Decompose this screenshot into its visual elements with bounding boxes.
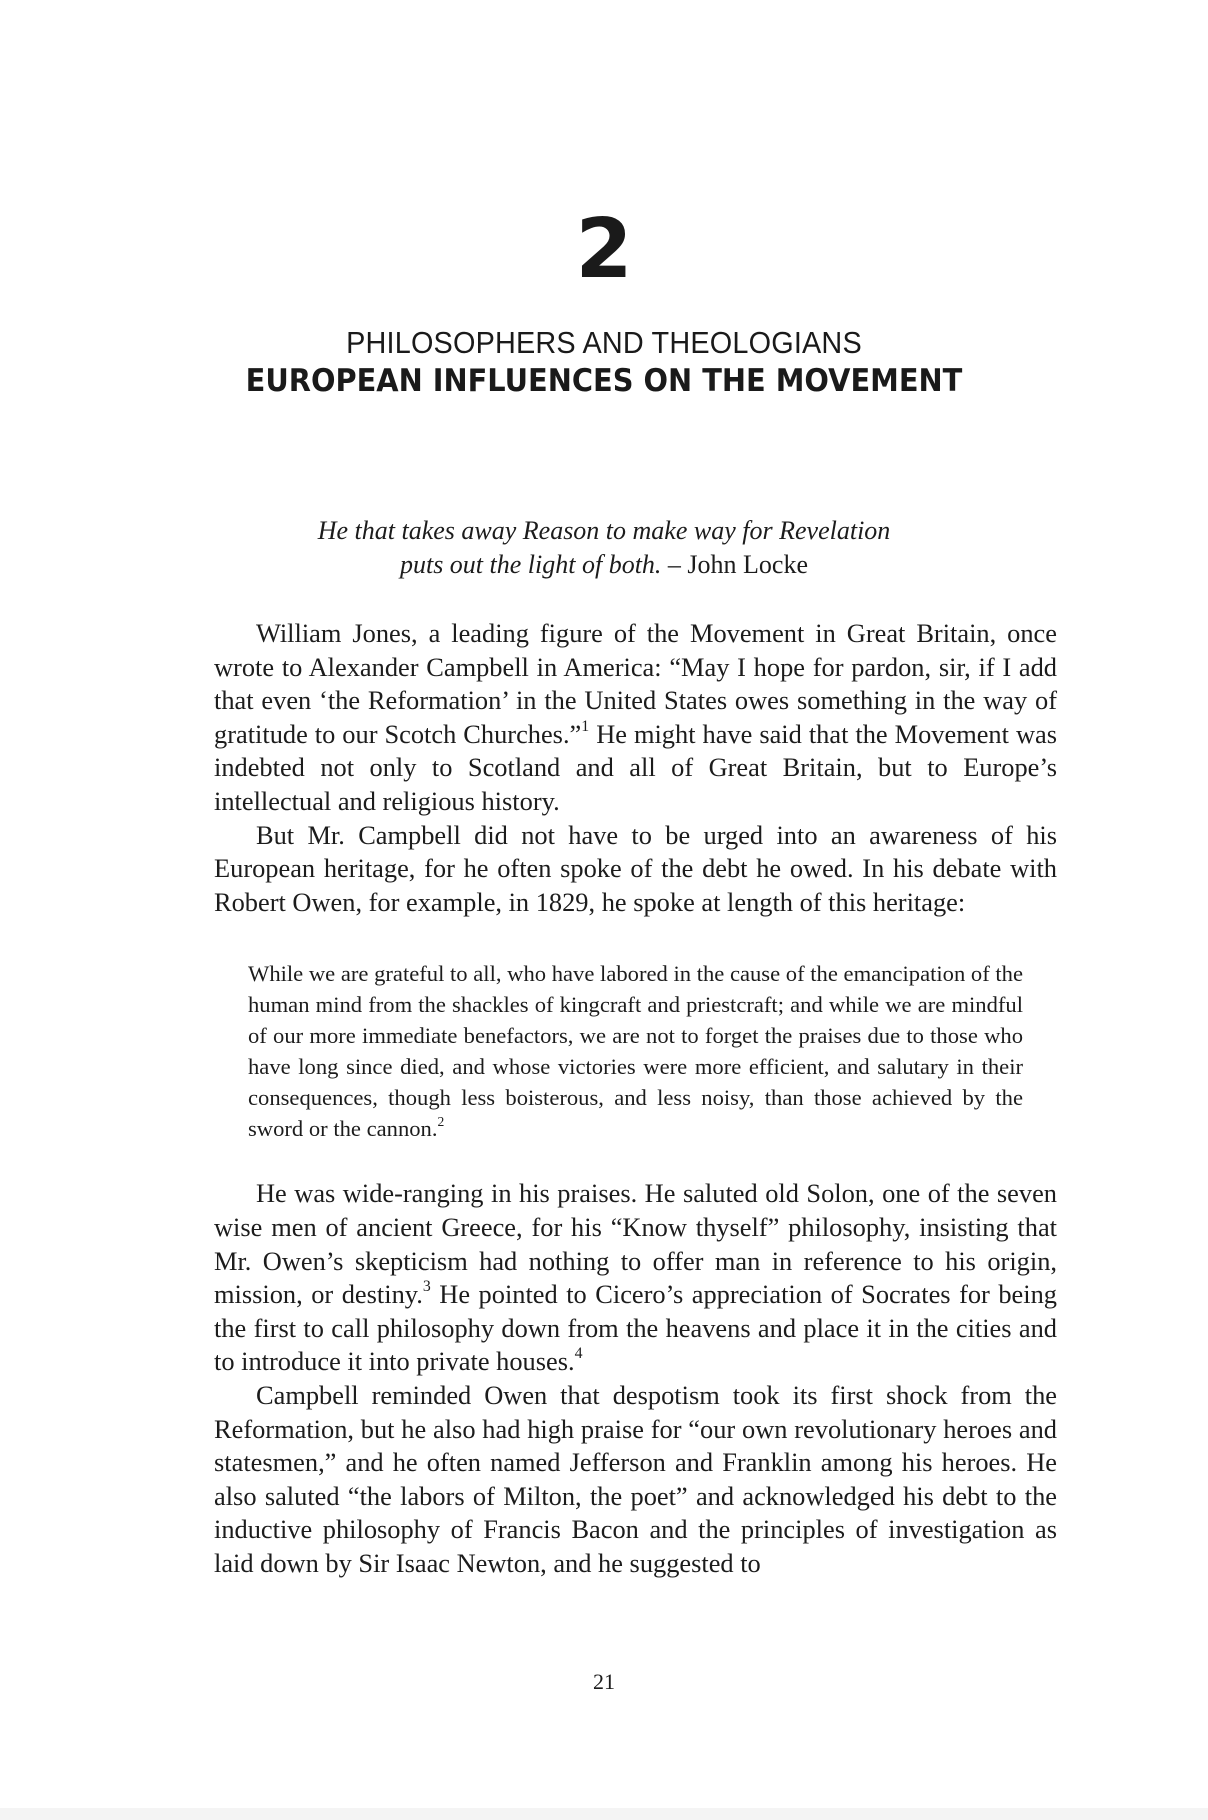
paragraph-3-text: He was wide-ranging in his praises. He saluted old Solon, one of the seven wise men of ancient Greece, for his “Know thyself” philosophy, insisting that Mr. Owen’s skepticism had nothing to offer man in reference to his origin, mission, or destiny. <box>214 1178 1057 1310</box>
paragraph-1-text: William Jones, a leading figure of the Movement in Great Britain, once wrote to Alexander Campbell in America: “May I hope for pardon, sir, if I add that even ‘the Reformation’ in the United States owes something in the way of gratitude to our Scotch Churches.” <box>214 618 1057 749</box>
chapter-title: PHILOSOPHERS AND THEOLOGIANS <box>346 325 862 360</box>
epigraph-quote-line-2: puts out the light of both. <box>399 550 662 579</box>
body-text <box>214 617 1057 1580</box>
epigraph-author: John Locke <box>687 550 809 579</box>
paragraph-1-text-after: He might have said that the Movement was indebted not only to Scotland and all of Great Britain, but to Europe’s intellectual and religious history. <box>214 718 1057 816</box>
paragraph-3 <box>214 1177 1057 1379</box>
epigraph <box>0 514 1208 582</box>
paragraph-2: But Mr. Campbell did not have to be urged into an awareness of his European heritage, for he often spoke of the debt he owed. In his debate with Robert Owen, for example, in 1829, he spoke at length of this heritage: <box>214 819 1057 917</box>
paragraph-1 <box>214 617 1057 819</box>
block-quote-text: While we are grateful to all, who have labored in the cause of the emancipation of the human mind from the shackles of kingcraft and priestcraft; and while we are mindful of our more immediate benefactors, we are not to forget the praises due to those who have long since died, and whose victories were more efficient, and salutary in their consequences, though less boisterous, and less noisy, than those achieved by the sword or the cannon. <box>248 961 1023 1142</box>
page-number: 21 <box>593 1669 615 1694</box>
paragraph-3-text-after: He pointed to Cicero’s appreciation of Socrates for being the first to call philosophy down from the heavens and place it in the cities and to introduce it into private houses. <box>214 1279 1057 1377</box>
epigraph-quote-line-1: He that takes away Reason to make way for Revelation <box>317 516 891 545</box>
paragraph-4: Campbell reminded Owen that despotism took its first shock from the Reformation, but he also had high praise for “our own revolutionary heroes and statesmen,” and he often named Jefferson and Franklin among his heroes. He also saluted “the labors of Milton, the poet” and acknowledged his debt to the inductive philosophy of Francis Bacon and the principles of investigation as laid down by Sir Isaac Newton, and he suggested to <box>214 1379 1057 1578</box>
chapter-subtitle: EUROPEAN INFLUENCES ON THE MOVEMENT <box>245 363 963 399</box>
footnote-ref-4: 4 <box>574 1345 583 1363</box>
footnote-ref-1: 1 <box>581 717 590 735</box>
footnote-ref-3: 3 <box>422 1278 431 1296</box>
block-quote-text-wrap <box>248 958 1023 1144</box>
epigraph-dash: – <box>661 550 688 579</box>
epigraph-quote-line-2-wrap <box>0 548 1208 582</box>
footnote-ref-2: 2 <box>437 1114 445 1130</box>
chapter-number: 2 <box>575 202 633 297</box>
block-quote <box>248 958 1023 1144</box>
